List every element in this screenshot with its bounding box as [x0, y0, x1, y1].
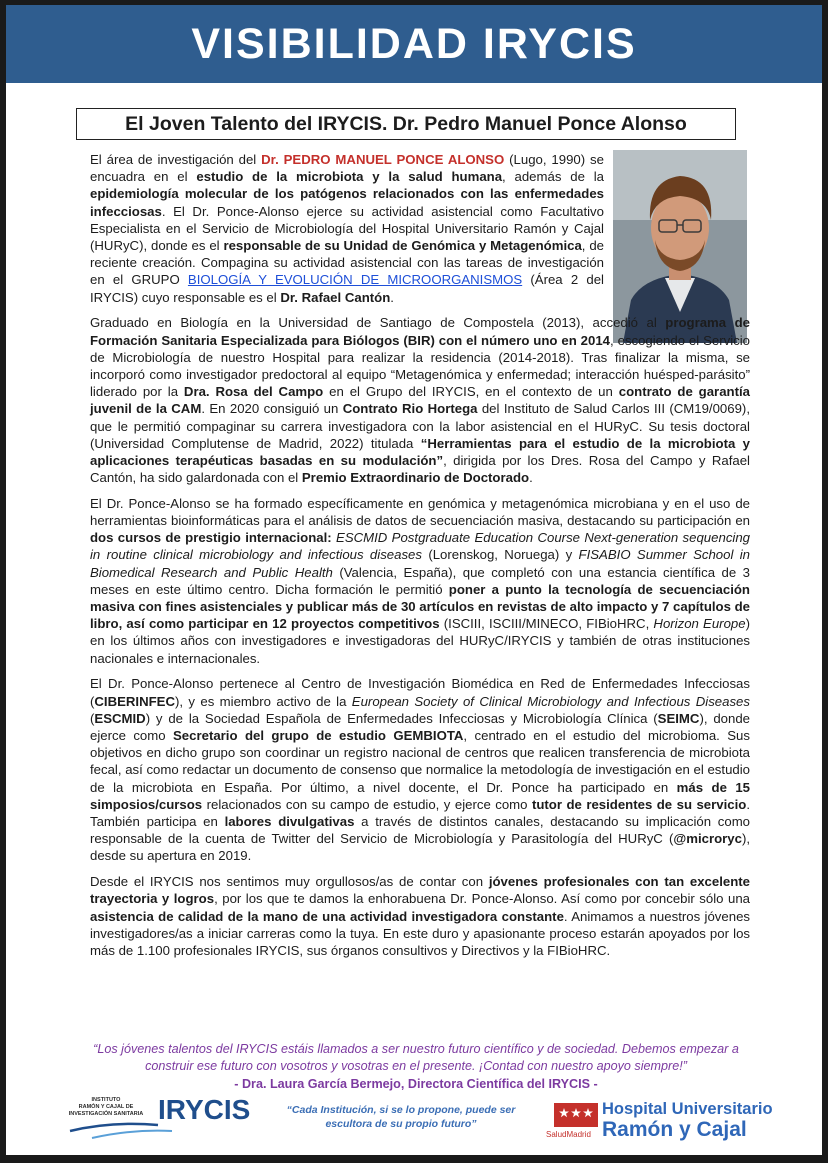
- italic-text: European Society of Clinical Microbiology and Infectious Diseases: [351, 693, 750, 709]
- text: (Valencia, España), que completó con una estancia científica de 3 meses en este último centro. Dicha formación le permitió: [90, 564, 750, 597]
- paragraph-training: [90, 495, 750, 667]
- bold-text: Secretario del grupo de estudio GEMBIOTA: [173, 728, 464, 743]
- irycis-logo-line3: INVESTIGACIÓN SANITARIA: [68, 1111, 144, 1117]
- paragraph-memberships: [90, 675, 750, 864]
- hospital-logo: [544, 1097, 784, 1147]
- text: (Lorenskog, Noruega) y: [421, 547, 579, 563]
- group-link[interactable]: BIOLOGÍA Y EVOLUCIÓN DE MICROORGANISMOS: [187, 272, 523, 288]
- bold-text: responsable de su Unidad de Genómica y Metagenómica: [223, 238, 582, 254]
- irycis-wordmark: IRYCIS: [158, 1094, 251, 1125]
- text: . Animamos a nuestros jóvenes investigadores/as a iniciar carreras como la tuya. En este duro y apasionante proceso estarán apoyados por los más de 1.100 profesionales IRYCIS, sus órganos consultivos y Directivos y la FIBioHRC.: [90, 908, 751, 958]
- italic-text: FISABIO Summer School in Biomedical Research and Public Health: [90, 547, 750, 580]
- bold-text: Dra. Rosa del Campo: [183, 384, 324, 400]
- text: relacionados con su campo de estudio, y ejerce como: [202, 796, 532, 812]
- hospital-name-line2: Ramón y Cajal: [602, 1118, 747, 1141]
- text: .: [390, 289, 394, 305]
- text: . El Dr. Ponce-Alonso ejerce su actividad asistencial como Facultativo Especialista en el Servicio de Microbiología del Hospital Universitario Ramón y Cajal (HURyC), donde es el: [90, 203, 604, 254]
- hospital-name-line1: Hospital Universitario: [602, 1100, 773, 1118]
- bold-text: SEIMC: [657, 710, 700, 726]
- bold-text: Contrato Rio Hortega: [342, 401, 478, 417]
- text: en el Grupo del IRYCIS, en el contexto de un: [323, 384, 619, 400]
- text: Desde el IRYCIS nos sentimos muy orgullosos/as de contar con: [90, 874, 489, 890]
- text: . También participa en: [90, 796, 750, 830]
- text: (Lugo, 1990) se encuadra en el: [90, 152, 604, 185]
- text: El Dr. Ponce-Alonso pertenece al Centro de Investigación Biomédica en Red de Enfermedades Infecciosas (: [90, 676, 750, 709]
- twitter-handle: @microryc: [673, 831, 742, 847]
- text: .: [529, 470, 533, 486]
- bold-text: dos cursos de prestigio internacional:: [90, 530, 332, 546]
- text: , además de la: [502, 169, 604, 185]
- document-page: [6, 5, 822, 1155]
- article-title: El Joven Talento del IRYCIS. Dr. Pedro Manuel Ponce Alonso: [125, 112, 687, 135]
- institution-motto: “Cada Institución, si se lo propone, puede ser escultora de su propio futuro”: [286, 1104, 516, 1130]
- bold-text: labores divulgativas: [224, 814, 355, 830]
- bold-text: Dr. Rafael Cantón: [280, 289, 391, 305]
- text: , de reciente creación. Compagina su actividad asistencial con las tareas de investigación en el GRUPO: [90, 238, 604, 288]
- bold-text: Premio Extraordinario de Doctorado: [301, 470, 530, 486]
- bold-text: CIBERINFEC: [94, 693, 175, 709]
- text: El Dr. Ponce-Alonso se ha formado específicamente en genómica y metagenómica microbiana y en el uso de herramientas bioinformáticas para el análisis de datos de secuenciación masiva, destacando su participación en: [90, 495, 750, 529]
- text: a través de distintos canales, destacando su implicación como responsable de la cuenta de Twitter del Servicio de Microbiología y Parasitología del HURyC (: [90, 814, 751, 847]
- bold-text: tutor de residentes de su servicio: [531, 796, 747, 812]
- researcher-name: Dr. PEDRO MANUEL PONCE ALONSO: [261, 152, 505, 167]
- bold-text: asistencia de calidad de la mano de una actividad investigadora constante: [90, 908, 564, 924]
- header-banner: [6, 5, 822, 83]
- text: El área de investigación del: [90, 152, 262, 167]
- bold-text: estudio de la microbiota y la salud humana: [196, 169, 503, 185]
- text: (Área 2 del IRYCIS) cuyo responsable es el: [90, 272, 604, 305]
- text: ), donde ejerce como: [90, 710, 750, 743]
- text: , dirigida por los Dres. Rosa del Campo y Rafael Cantón, ha sido galardonada con el: [90, 452, 750, 486]
- italic-text: ESCMID Postgraduate Education Course Next-generation sequencing in routine clinical microbiology and infectious diseases: [90, 530, 751, 563]
- irycis-logo: [62, 1091, 262, 1143]
- text: del Instituto de Salud Carlos III (CM19/0069), que le permitió compaginar su carrera investigadora con la labor asistencial en el HURyC. Su tesis doctoral (Universidad Complutense de Madrid, 2022) titulada: [90, 401, 750, 451]
- text: , centrado en el estudio del microbioma. Sus objetivos en dicho grupo son coordinar un registro nacional de centros que realicen transferencia de microbiota fecal, así como redactar un documento de consenso que normalice la metodología de investigación en el estudio de la microbiota en España. Por último, a nivel docente, el Dr. Ponce ha participado en: [90, 728, 750, 795]
- bold-text: jóvenes profesionales con tan excelente trayectoria y logros: [90, 874, 750, 907]
- text: , por los que te damos la enhorabuena Dr. Ponce-Alonso. Así como por concebir sólo una: [214, 891, 750, 907]
- text: . En 2020 consiguió un: [201, 401, 343, 417]
- text: , escogiendo el Servicio de Microbiología de nuestro Hospital para realizar la residencia (2014-2018). Tras finalizar la misma, se incorporó como investigador predoctoral al equipo “Metagenómica y enfermedad; interacción huésped-parásito” liderado por la: [90, 332, 750, 400]
- irycis-logo-line2: RAMÓN Y CAJAL DE: [78, 1104, 134, 1110]
- text: ), y es miembro activo de la: [175, 693, 352, 709]
- irycis-logo-line1: INSTITUTO: [91, 1097, 121, 1103]
- bold-text: más de 15 simposios/cursos: [90, 779, 751, 812]
- bold-text: “Herramientas para el estudio de la microbiota y aplicaciones terapéuticas basadas en su modulación”: [90, 435, 750, 468]
- bold-text: poner a punto la tecnología de secuenciación masiva con fines asistenciales y publicar más de 30 artículos en revistas de alto impacto y 7 capítulos de libro, así como participar en 12 proyectos competitivos: [90, 581, 750, 632]
- paragraph-intro: [90, 151, 604, 306]
- banner-title: VISIBILIDAD IRYCIS: [191, 19, 637, 68]
- salud-madrid-label: SaludMadrid: [546, 1130, 591, 1139]
- bold-text: contrato de garantía juvenil de la CAM: [90, 384, 750, 417]
- article-body: [90, 151, 750, 968]
- paragraph-closing: [90, 873, 750, 959]
- text: (: [90, 710, 95, 726]
- text: ) en los últimos años con investigadores e investigadoras del HURyC/IRYCIS y también de otras instituciones nacionales e internacionales.: [90, 616, 750, 666]
- article-title-box: [76, 108, 736, 140]
- text: Graduado en Biología en la Universidad de Santiago de Compostela (2013), accedió al: [90, 315, 666, 331]
- text: (ISCIII, ISCIII/MINECO, FIBioHRC,: [439, 616, 654, 632]
- text: ), desde su apertura en 2019.: [90, 831, 750, 864]
- irycis-logo-graphic: [62, 1091, 262, 1143]
- bold-text: programa de Formación Sanitaria Especializada para Biólogos (BIR) con el número uno en 2014: [90, 315, 750, 348]
- bold-text: epidemiología molecular de los patógenos relacionados con las enfermedades infecciosas: [90, 186, 604, 219]
- quote-author: - Dra. Laura García Bermejo, Directora Científica del IRYCIS -: [234, 1077, 598, 1091]
- paragraph-education: [90, 314, 750, 486]
- italic-text: Horizon Europe: [653, 616, 746, 632]
- bold-text: ESCMID: [94, 710, 146, 726]
- director-quote: “Los jóvenes talentos del IRYCIS estáis llamados a ser nuestro futuro científico y de sociedad. Debemos empezar a construir ese futuro con vosotros y vosotras en el presente. ¡Contad con nuestro apoyo siempre!”: [93, 1042, 739, 1073]
- text: ) y de la Sociedad Española de Enfermedades Infecciosas y Microbiología Clínica (: [145, 710, 658, 726]
- madrid-stars-icon: [548, 1099, 600, 1133]
